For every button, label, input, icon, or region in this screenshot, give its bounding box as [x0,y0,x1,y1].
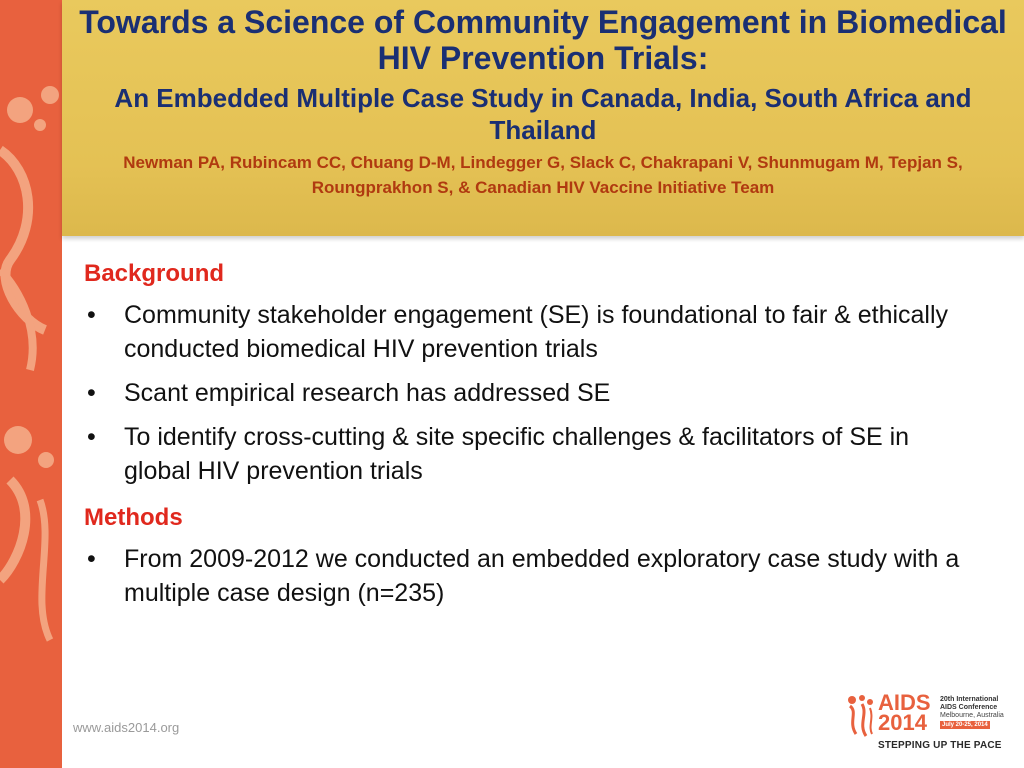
dancing-figures-icon [0,0,62,768]
logo-wordmark-aids: AIDS [878,690,931,715]
logo-conference-line2: AIDS Conference [940,704,998,711]
bullet-list-background [84,298,964,488]
logo-conference-info [940,696,1016,729]
logo-figures-icon [844,694,876,738]
title-banner [62,0,1024,236]
slide-subtitle: An Embedded Multiple Case Study in Canada, India, South Africa and Thailand [114,83,972,145]
aids2014-logo [844,692,1016,754]
bullet-item: • Community stakeholder engagement (SE) is foundational to fair & ethically conducted biomedical HIV prevention trials [84,298,964,366]
section-heading-background: Background [84,260,225,287]
logo-dates: July 20-25, 2014 [942,722,988,728]
decorative-sidebar [0,0,62,768]
bullet-item: • To identify cross-cutting & site specific challenges & facilitators of SE in global HIV prevention trials [84,420,964,488]
section-heading-methods: Methods [84,504,183,531]
background-section [84,258,964,488]
slide-body [84,258,964,624]
logo-wordmark-year: 2014 [878,710,927,735]
author-list: Newman PA, Rubincam CC, Chuang D-M, Lindegger G, Slack C, Chakrapani V, Shunmugam M, Tepjan S, Roungprakhon S, & Canadian HIV Vaccine Initiative Team [123,153,963,197]
bullet-item: • Scant empirical research has addressed SE [84,376,964,410]
logo-conference-line1: 20th International [940,696,999,703]
slide-title: Towards a Science of Community Engagement in Biomedical HIV Prevention Trials: [79,4,1007,76]
methods-section [84,502,964,610]
footer-url-link[interactable]: www.aids2014.org [73,720,180,735]
bullet-list-methods [84,542,964,610]
logo-place: Melbourne, Australia [940,712,1004,719]
bullet-item: • From 2009-2012 we conducted an embedded exploratory case study with a multiple case design (n=235) [84,542,964,610]
logo-tagline: STEPPING UP THE PACE [878,740,1002,751]
